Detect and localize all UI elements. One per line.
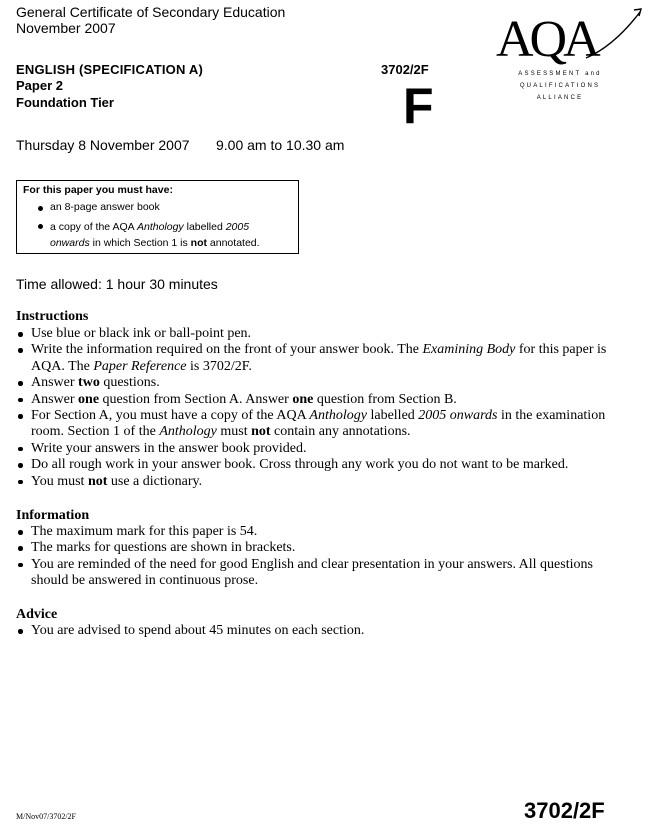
information-heading: Information (16, 508, 90, 523)
list-item: Write the information required on the front of your answer book. The Examining Body for this paper is AQA. The Paper Reference is 3702/2F. (16, 342, 616, 375)
list-item: Use blue or black ink or ball-point pen. (16, 326, 616, 342)
subject-title: ENGLISH (SPECIFICATION A) (16, 62, 203, 77)
instructions-heading: Instructions (16, 309, 89, 324)
list-item: You are reminded of the need for good English and clear presentation in your answers. All questions should be answered in continuous prose. (16, 557, 616, 590)
document-reference: M/Nov07/3702/2F (16, 812, 77, 821)
information-list (16, 524, 616, 590)
material-item: a copy of the AQA Anthology labelled 2005 onwards in which Section 1 is not annotated. (50, 221, 260, 249)
logo-subtitle-line2: QUALIFICATIONS (519, 83, 601, 89)
logo-subtitle-line3: ALLIANCE (536, 95, 584, 101)
time-allowed: Time allowed: 1 hour 30 minutes (16, 276, 218, 292)
list-item: Do all rough work in your answer book. Cross through any work you do not want to be marked. (16, 457, 616, 473)
required-materials-box (16, 180, 299, 254)
exam-time: 9.00 am to 10.30 am (216, 137, 345, 153)
advice-heading: Advice (16, 607, 58, 622)
list-item: You must not use a dictionary. (16, 474, 616, 490)
exam-session: November 2007 (16, 20, 116, 36)
logo-wordmark: AQA (496, 11, 597, 66)
tier-letter: F (403, 78, 434, 134)
aqa-logo (494, 6, 644, 66)
list-item: Write your answers in the answer book provided. (16, 441, 616, 457)
list-item: The marks for questions are shown in brackets. (16, 540, 616, 556)
bullet-icon (38, 206, 43, 211)
advice-list (16, 623, 616, 639)
logo-subtitle (500, 68, 620, 104)
paper-code: 3702/2F (381, 62, 429, 77)
paper-number: Paper 2 (16, 78, 63, 93)
exam-date: Thursday 8 November 2007 (16, 137, 190, 153)
list-item: For Section A, you must have a copy of the AQA Anthology labelled 2005 onwards in the examination room. Section 1 of the Anthology must not contain any annotations. (16, 408, 616, 441)
materials-title: For this paper you must have: (23, 184, 173, 196)
list-item: You are advised to spend about 45 minutes on each section. (16, 623, 616, 639)
list-item: Answer one question from Section A. Answer one question from Section B. (16, 392, 616, 408)
list-item: Answer two questions. (16, 375, 616, 391)
material-item: an 8-page answer book (50, 201, 160, 213)
bullet-icon (38, 224, 43, 229)
list-item: The maximum mark for this paper is 54. (16, 524, 616, 540)
footer-paper-code: 3702/2F (524, 798, 605, 823)
qualification-title: General Certificate of Secondary Education (16, 4, 286, 20)
logo-subtitle-line1: ASSESSMENT and (518, 71, 602, 77)
tier-label: Foundation Tier (16, 95, 114, 110)
instructions-list (16, 326, 616, 490)
